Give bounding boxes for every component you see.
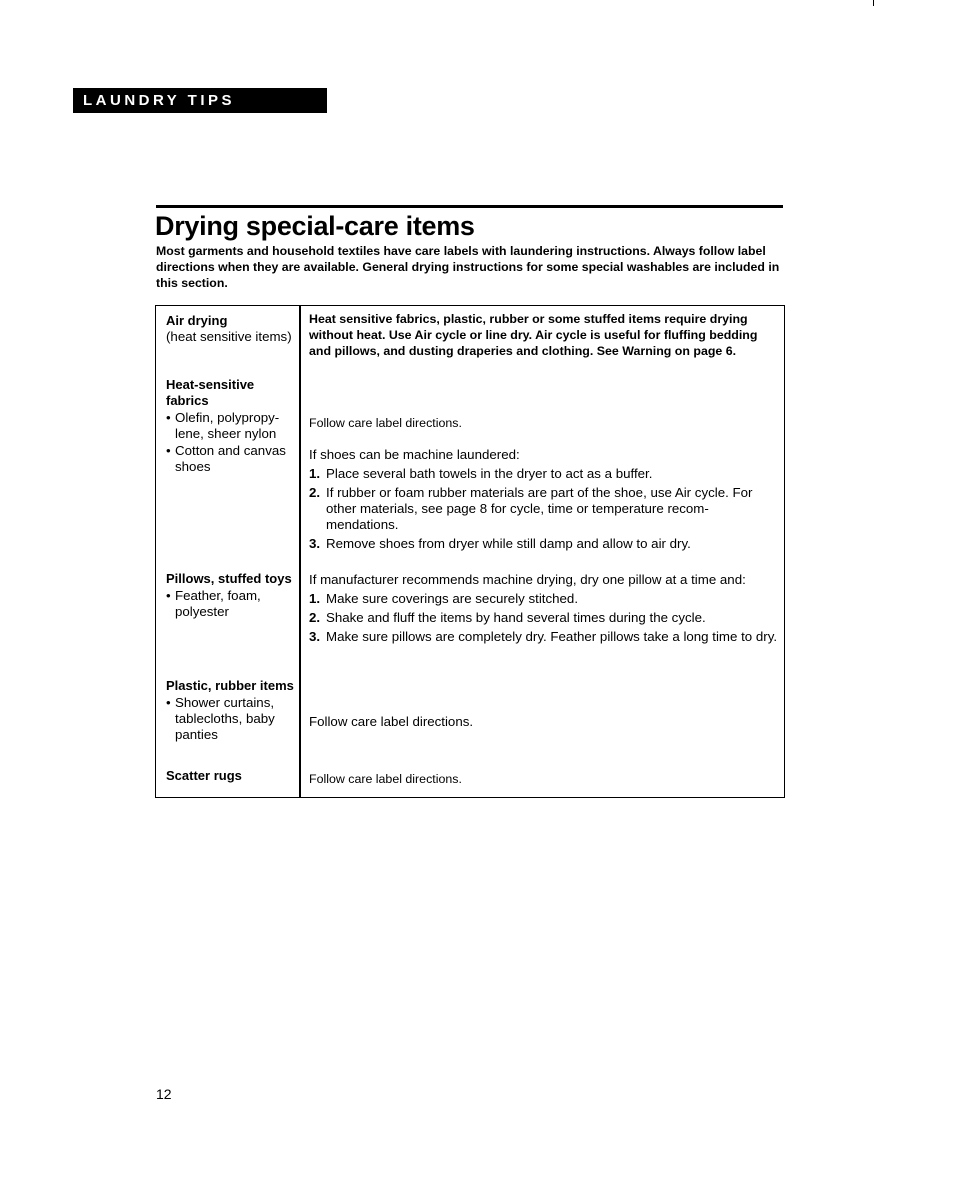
- air-drying-heading: Air drying: [166, 313, 228, 328]
- shoes-step-1: 1. Place several bath towels in the dryer to act as a buffer.: [309, 466, 653, 481]
- page-number: 12: [156, 1086, 172, 1102]
- air-drying-sub: (heat sensitive items): [166, 329, 292, 344]
- air-drying-label: [166, 313, 294, 345]
- care-table: [155, 305, 785, 798]
- pillows-item-1: • Feather, foam, polyester: [166, 588, 261, 619]
- pillows-heading: Pillows, stuffed toys: [166, 571, 292, 586]
- pillows-label: [166, 571, 294, 620]
- rugs-heading: Scatter rugs: [166, 768, 242, 783]
- fabrics-heading: Heat-sensitive fabrics: [166, 377, 255, 408]
- shoes-step-3: 3. Remove shoes from dryer while still damp and allow to air dry.: [309, 536, 691, 551]
- bullet-icon: •: [166, 443, 171, 458]
- section-banner: LAUNDRY TIPS: [73, 88, 327, 113]
- fabrics-item-2: • Cotton and canvas shoes: [166, 443, 286, 474]
- plastic-text: Follow care label directions.: [309, 714, 474, 729]
- bullet-icon: •: [166, 695, 171, 710]
- shoes-intro: If shoes can be machine laundered:: [309, 447, 520, 462]
- pillows-step-3: 3. Make sure pillows are completely dry. Feather pillows take a long time to dry.: [309, 629, 778, 644]
- air-drying-text: Heat sensitive fabrics, plastic, rubber or some stuffed items require drying without heat. Use Air cycle or line dry. Air cycle is useful for fluffing bedding and pillows, and dusting draperies and clothing. See Warning on page 6.: [309, 312, 758, 358]
- plastic-item-1: • Shower curtains, tablecloths, baby panties: [166, 695, 275, 742]
- rugs-text: Follow care label directions.: [309, 772, 462, 786]
- page-title: Drying special-care items: [155, 211, 475, 241]
- shoes-step-2: 2. If rubber or foam rubber materials are part of the shoe, use Air cycle. For other materials, see page 8 for cycle, time or temperature recom-mendations.: [309, 485, 753, 532]
- pillows-intro: If manufacturer recommends machine drying, dry one pillow at a time and:: [309, 572, 746, 587]
- page-edge-mark: [873, 0, 874, 6]
- fabrics-item-1: • Olefin, polypropy-lene, sheer nylon: [166, 410, 280, 441]
- plastic-label: [166, 678, 294, 743]
- pillows-instructions: [309, 572, 779, 645]
- pillows-step-1: 1. Make sure coverings are securely stitched.: [309, 591, 579, 606]
- fabrics-label: [166, 377, 294, 475]
- pillows-step-2: 2. Shake and fluff the items by hand several times during the cycle.: [309, 610, 706, 625]
- intro-paragraph: Most garments and household textiles have care labels with laundering instructions. Always follow label directions when they are available. General drying instructions for some special washables are included in this section.: [156, 244, 780, 290]
- column-divider: [299, 306, 301, 797]
- fabrics-text-1: Follow care label directions.: [309, 416, 462, 430]
- rugs-label: [166, 768, 294, 784]
- bullet-icon: •: [166, 588, 171, 603]
- bullet-icon: •: [166, 410, 171, 425]
- plastic-heading: Plastic, rubber items: [166, 678, 294, 693]
- shoes-instructions: [309, 447, 779, 552]
- title-rule: [156, 205, 783, 208]
